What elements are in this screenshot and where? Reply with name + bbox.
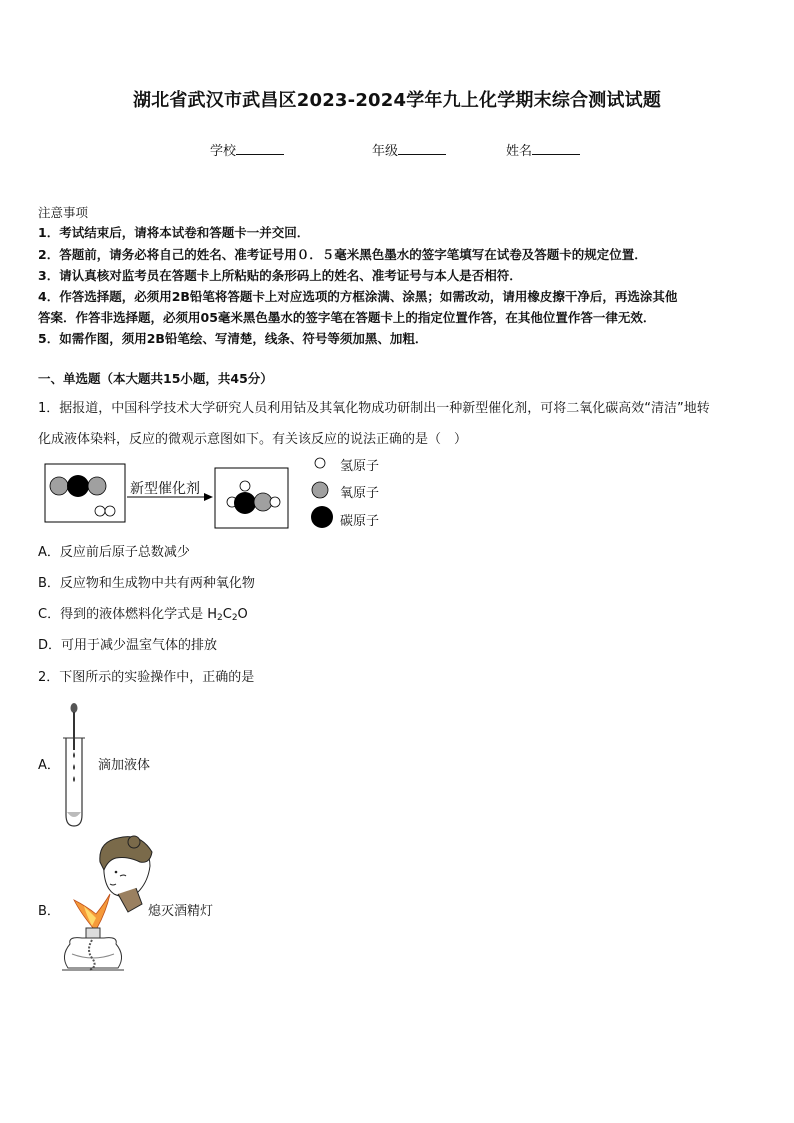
- notice-item: 5．如需作图，须用2B铅笔绘、写清楚，线条、符号等须加黑、加粗．: [38, 331, 428, 346]
- notice-item: 2．答题前，请务必将自己的姓名、准考证号用０．５毫米黑色墨水的签字笔填写在试卷及答题卡的规定位置．: [38, 247, 647, 262]
- q2-option-a-letter: A．: [38, 758, 60, 773]
- q2-option-a-text: 滴加液体: [98, 758, 151, 773]
- notice-item: 1．考试结束后，请将本试卷和答题卡一并交回．: [38, 225, 310, 240]
- school-label: 学校: [210, 144, 237, 159]
- notice-item: 3．请认真核对监考员在答题卡上所粘贴的条形码上的姓名、准考证号与本人是否相符．: [38, 268, 522, 283]
- question-1-stem-line1: 1．据报道，中国科学技术大学研究人员利用钴及其氧化物成功研制出一种新型催化剂，可将二氧化碳高效“清洁”地转: [38, 401, 710, 416]
- legend-hydrogen-label: 氢原子: [340, 459, 380, 474]
- catalyst-label: 新型催化剂: [130, 481, 200, 497]
- option-c-mid: C: [222, 607, 232, 622]
- section-heading: 一、单选题（本大题共15小题，共45分）: [38, 371, 273, 386]
- question-2-stem: 2．下图所示的实验操作中，正确的是: [38, 670, 255, 685]
- legend-carbon-label: 碳原子: [340, 514, 380, 529]
- subscript: 2: [231, 613, 238, 623]
- legend-oxygen-label: 氧原子: [340, 486, 380, 501]
- page-title: 湖北省武汉市武昌区2023-2024学年九上化学期末综合测试试题: [132, 90, 662, 111]
- option-c-prefix: C．得到的液体燃料化学式是 H: [38, 607, 217, 622]
- notice-heading: 注意事项: [38, 205, 89, 220]
- option-a: A．反应前后原子总数减少: [38, 545, 190, 560]
- option-c-end: O: [237, 607, 248, 622]
- notice-item: 答案．作答非选择题，必须用05毫米黑色墨水的签字笔在答题卡上的指定位置作答，在其他位置作答一律无效．: [38, 310, 656, 325]
- option-b: B．反应物和生成物中共有两种氧化物: [38, 576, 255, 591]
- notice-item: 4．作答选择题，必须用2B铅笔将答题卡上对应选项的方框涂满、涂黑；如需改动，请用橡皮擦干净后，再选涂其他: [38, 289, 678, 304]
- subscript: 2: [217, 613, 223, 623]
- q2-option-b-letter: B．: [38, 904, 60, 919]
- name-label: 姓名: [506, 144, 533, 159]
- lamp-body: [64, 938, 121, 968]
- question-1-stem-line2: 化成液体染料，反应的微观示意图如下。有关该反应的说法正确的是（ ）: [38, 432, 468, 447]
- grade-label: 年级: [372, 144, 399, 159]
- q2-option-b-text: 熄灭酒精灯: [148, 904, 214, 919]
- option-d: D．可用于减少温室气体的排放: [38, 638, 218, 653]
